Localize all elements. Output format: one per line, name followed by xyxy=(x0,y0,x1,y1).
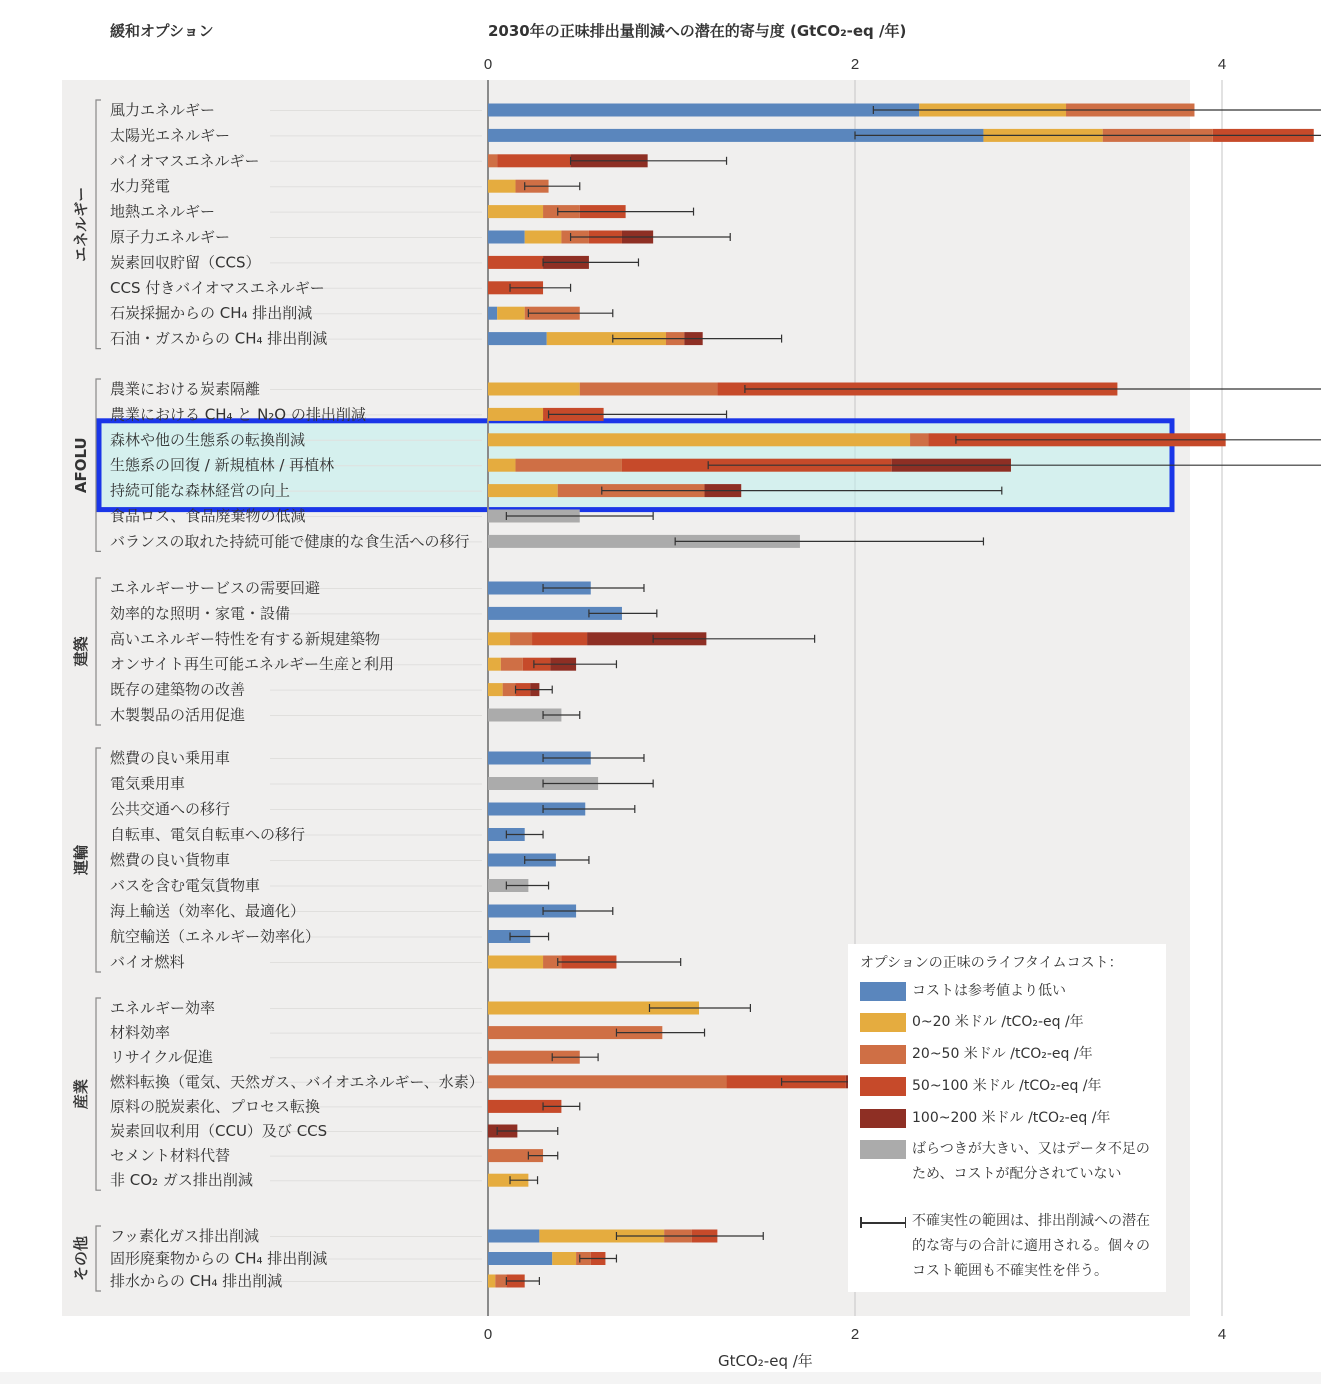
bar-segment xyxy=(488,632,510,645)
option-label: 食品ロス、食品廃棄物の低減 xyxy=(110,507,306,525)
legend-uncertainty xyxy=(860,1212,1162,1284)
option-label: フッ素化ガス排出削減 xyxy=(110,1227,259,1245)
bar-segment xyxy=(497,154,570,167)
bar-segment xyxy=(488,205,543,218)
legend-swatch xyxy=(860,1045,906,1064)
legend-label: ばらつきが大きい、又はデータ不足のため、コストが配分されていない xyxy=(912,1141,1150,1182)
option-label: 森林や他の生態系の転換削減 xyxy=(110,430,306,449)
legend-label: 0~20 米ドル /tCO₂-eq /年 xyxy=(912,1014,1084,1030)
option-label: CCS 付きバイオマスエネルギー xyxy=(110,278,325,297)
bar-segment xyxy=(580,383,718,396)
option-label: 海上輸送（効率化、最適化） xyxy=(110,902,306,920)
bar-segment xyxy=(497,307,525,320)
option-label: セメント材料代替 xyxy=(110,1146,231,1165)
x-tick-label-bottom: 4 xyxy=(1217,1326,1227,1343)
bar-segment xyxy=(910,433,928,446)
legend-label: 20~50 米ドル /tCO₂-eq /年 xyxy=(912,1046,1093,1062)
sector-label: AFOLU xyxy=(72,437,90,494)
option-label: 水力発電 xyxy=(110,177,171,196)
sector-label: エネルギー xyxy=(72,186,90,262)
bar-segment xyxy=(503,683,516,696)
option-label: 原子力エネルギー xyxy=(110,228,231,246)
option-label: 固形廃棄物からの CH₄ 排出削減 xyxy=(110,1249,328,1268)
option-label: エネルギーサービスの需要回避 xyxy=(110,579,321,597)
bar-segment xyxy=(488,1230,539,1243)
bar-segment xyxy=(488,1075,727,1088)
legend-item xyxy=(860,982,1162,1004)
x-tick-label-bottom: 0 xyxy=(483,1326,493,1343)
bar-segment xyxy=(488,104,919,117)
option-label: 自転車、電気自転車への移行 xyxy=(110,825,306,844)
bar-segment xyxy=(488,307,497,320)
legend-item xyxy=(860,1013,1162,1035)
x-tick-label-top: 0 xyxy=(483,56,493,73)
bar-segment xyxy=(488,154,497,167)
bottom-strip xyxy=(0,1372,1321,1384)
x-tick-label-top: 4 xyxy=(1217,56,1227,73)
bar-segment xyxy=(488,180,516,193)
bar-segment xyxy=(488,408,543,421)
bar-segment xyxy=(488,332,547,345)
bar-segment xyxy=(488,956,543,969)
bar-segment xyxy=(552,1252,576,1265)
legend xyxy=(848,944,1166,1292)
bar-segment xyxy=(488,433,910,446)
bar-segment xyxy=(488,383,580,396)
bar-segment xyxy=(532,632,587,645)
legend-swatch xyxy=(860,1077,906,1096)
legend-item xyxy=(860,1109,1162,1131)
bar-segment xyxy=(516,459,622,472)
x-tick-label-bottom: 2 xyxy=(850,1326,860,1343)
legend-swatch xyxy=(860,982,906,1001)
bar-segment xyxy=(488,1275,495,1288)
bar-segment xyxy=(501,658,523,671)
option-label: 炭素回収利用（CCU）及び CCS xyxy=(110,1122,328,1140)
option-label: 持続可能な森林経営の向上 xyxy=(110,481,291,500)
option-label: 農業における CH₄ と N₂O の排出削減 xyxy=(110,405,366,424)
bar-segment xyxy=(488,484,558,497)
option-label: 燃料転換（電気、天然ガス、バイオエネルギー、水素） xyxy=(110,1072,484,1091)
legend-label: 50~100 米ドル /tCO₂-eq /年 xyxy=(912,1078,1102,1094)
option-label: 排水からの CH₄ 排出削減 xyxy=(110,1272,283,1290)
option-label: 燃費の良い貨物車 xyxy=(110,851,231,869)
sector-label: 運輸 xyxy=(72,844,90,876)
option-label: バイオマスエネルギー xyxy=(110,151,260,170)
option-label: 木製製品の活用促進 xyxy=(110,706,246,724)
bar-segment xyxy=(488,231,525,244)
bar-segment xyxy=(495,1275,506,1288)
sector-label: 産業 xyxy=(72,1079,90,1110)
options-column-header: 緩和オプション xyxy=(110,22,214,40)
x-axis-label: GtCO₂-eq /年 xyxy=(718,1352,813,1370)
option-label: リサイクル促進 xyxy=(110,1048,213,1067)
chart-title: 2030年の正味排出量削減への潜在的寄与度 (GtCO₂-eq /年) xyxy=(488,22,907,40)
bar-segment xyxy=(488,1252,552,1265)
option-label: オンサイト再生可能エネルギー生産と利用 xyxy=(110,655,394,674)
legend-swatch xyxy=(860,1109,906,1128)
option-label: 地熱エネルギー xyxy=(110,202,216,221)
option-label: 航空輸送（エネルギー効率化） xyxy=(110,927,321,946)
option-label: バイオ燃料 xyxy=(110,953,185,971)
bar-segment xyxy=(525,231,562,244)
legend-item xyxy=(860,1140,1162,1187)
option-label: 原料の脱炭素化、プロセス転換 xyxy=(110,1097,321,1116)
option-label: 風力エネルギー xyxy=(110,101,216,119)
legend-swatch xyxy=(860,1013,906,1032)
option-label: 電気乗用車 xyxy=(110,774,186,793)
option-label: 既存の建築物の改善 xyxy=(110,680,246,699)
option-label: バスを含む電気貨物車 xyxy=(110,876,261,895)
legend-label: 100~200 米ドル /tCO₂-eq /年 xyxy=(912,1110,1111,1126)
legend-label: コストは参考値より低い xyxy=(912,983,1066,999)
legend-title: オプションの正味のライフタイムコスト： xyxy=(860,955,1123,971)
legend-item xyxy=(860,1077,1162,1099)
option-label: 効率的な照明・家電・設備 xyxy=(110,604,291,623)
option-label: 燃費の良い乗用車 xyxy=(110,749,231,767)
option-label: 材料効率 xyxy=(110,1023,171,1042)
option-label: 生態系の回復 / 新規植林 / 再植林 xyxy=(110,456,335,475)
sector-label: その他 xyxy=(72,1235,90,1282)
x-tick-label-top: 2 xyxy=(850,56,860,73)
option-label: バランスの取れた持続可能で健康的な食生活への移行 xyxy=(110,532,470,551)
option-label: 非 CO₂ ガス排出削減 xyxy=(110,1171,253,1190)
legend-swatch xyxy=(860,1140,906,1159)
option-label: 農業における炭素隔離 xyxy=(110,380,261,398)
bar-segment xyxy=(488,683,503,696)
option-label: 石油・ガスからの CH₄ 排出削減 xyxy=(110,329,328,348)
legend-uncertainty-note: 不確実性の範囲は、排出削減への潜在的な寄与の合計に適用される。個々のコスト範囲も不確実性を伴う。 xyxy=(912,1213,1150,1279)
option-label: 太陽光エネルギー xyxy=(110,126,231,145)
error-bar-icon xyxy=(860,1212,906,1284)
bar-segment xyxy=(488,658,501,671)
option-label: エネルギー効率 xyxy=(110,999,216,1017)
bar-segment xyxy=(510,632,532,645)
sector-label: 建築 xyxy=(72,636,90,667)
option-label: 石炭採掘からの CH₄ 排出削減 xyxy=(110,304,313,323)
legend-item xyxy=(860,1045,1162,1067)
bar-segment xyxy=(488,459,516,472)
option-label: 炭素回収貯留（CCS） xyxy=(110,253,261,272)
bar-segment xyxy=(488,256,543,269)
option-label: 公共交通への移行 xyxy=(110,800,231,818)
option-label: 高いエネルギー特性を有する新規建築物 xyxy=(110,629,381,648)
